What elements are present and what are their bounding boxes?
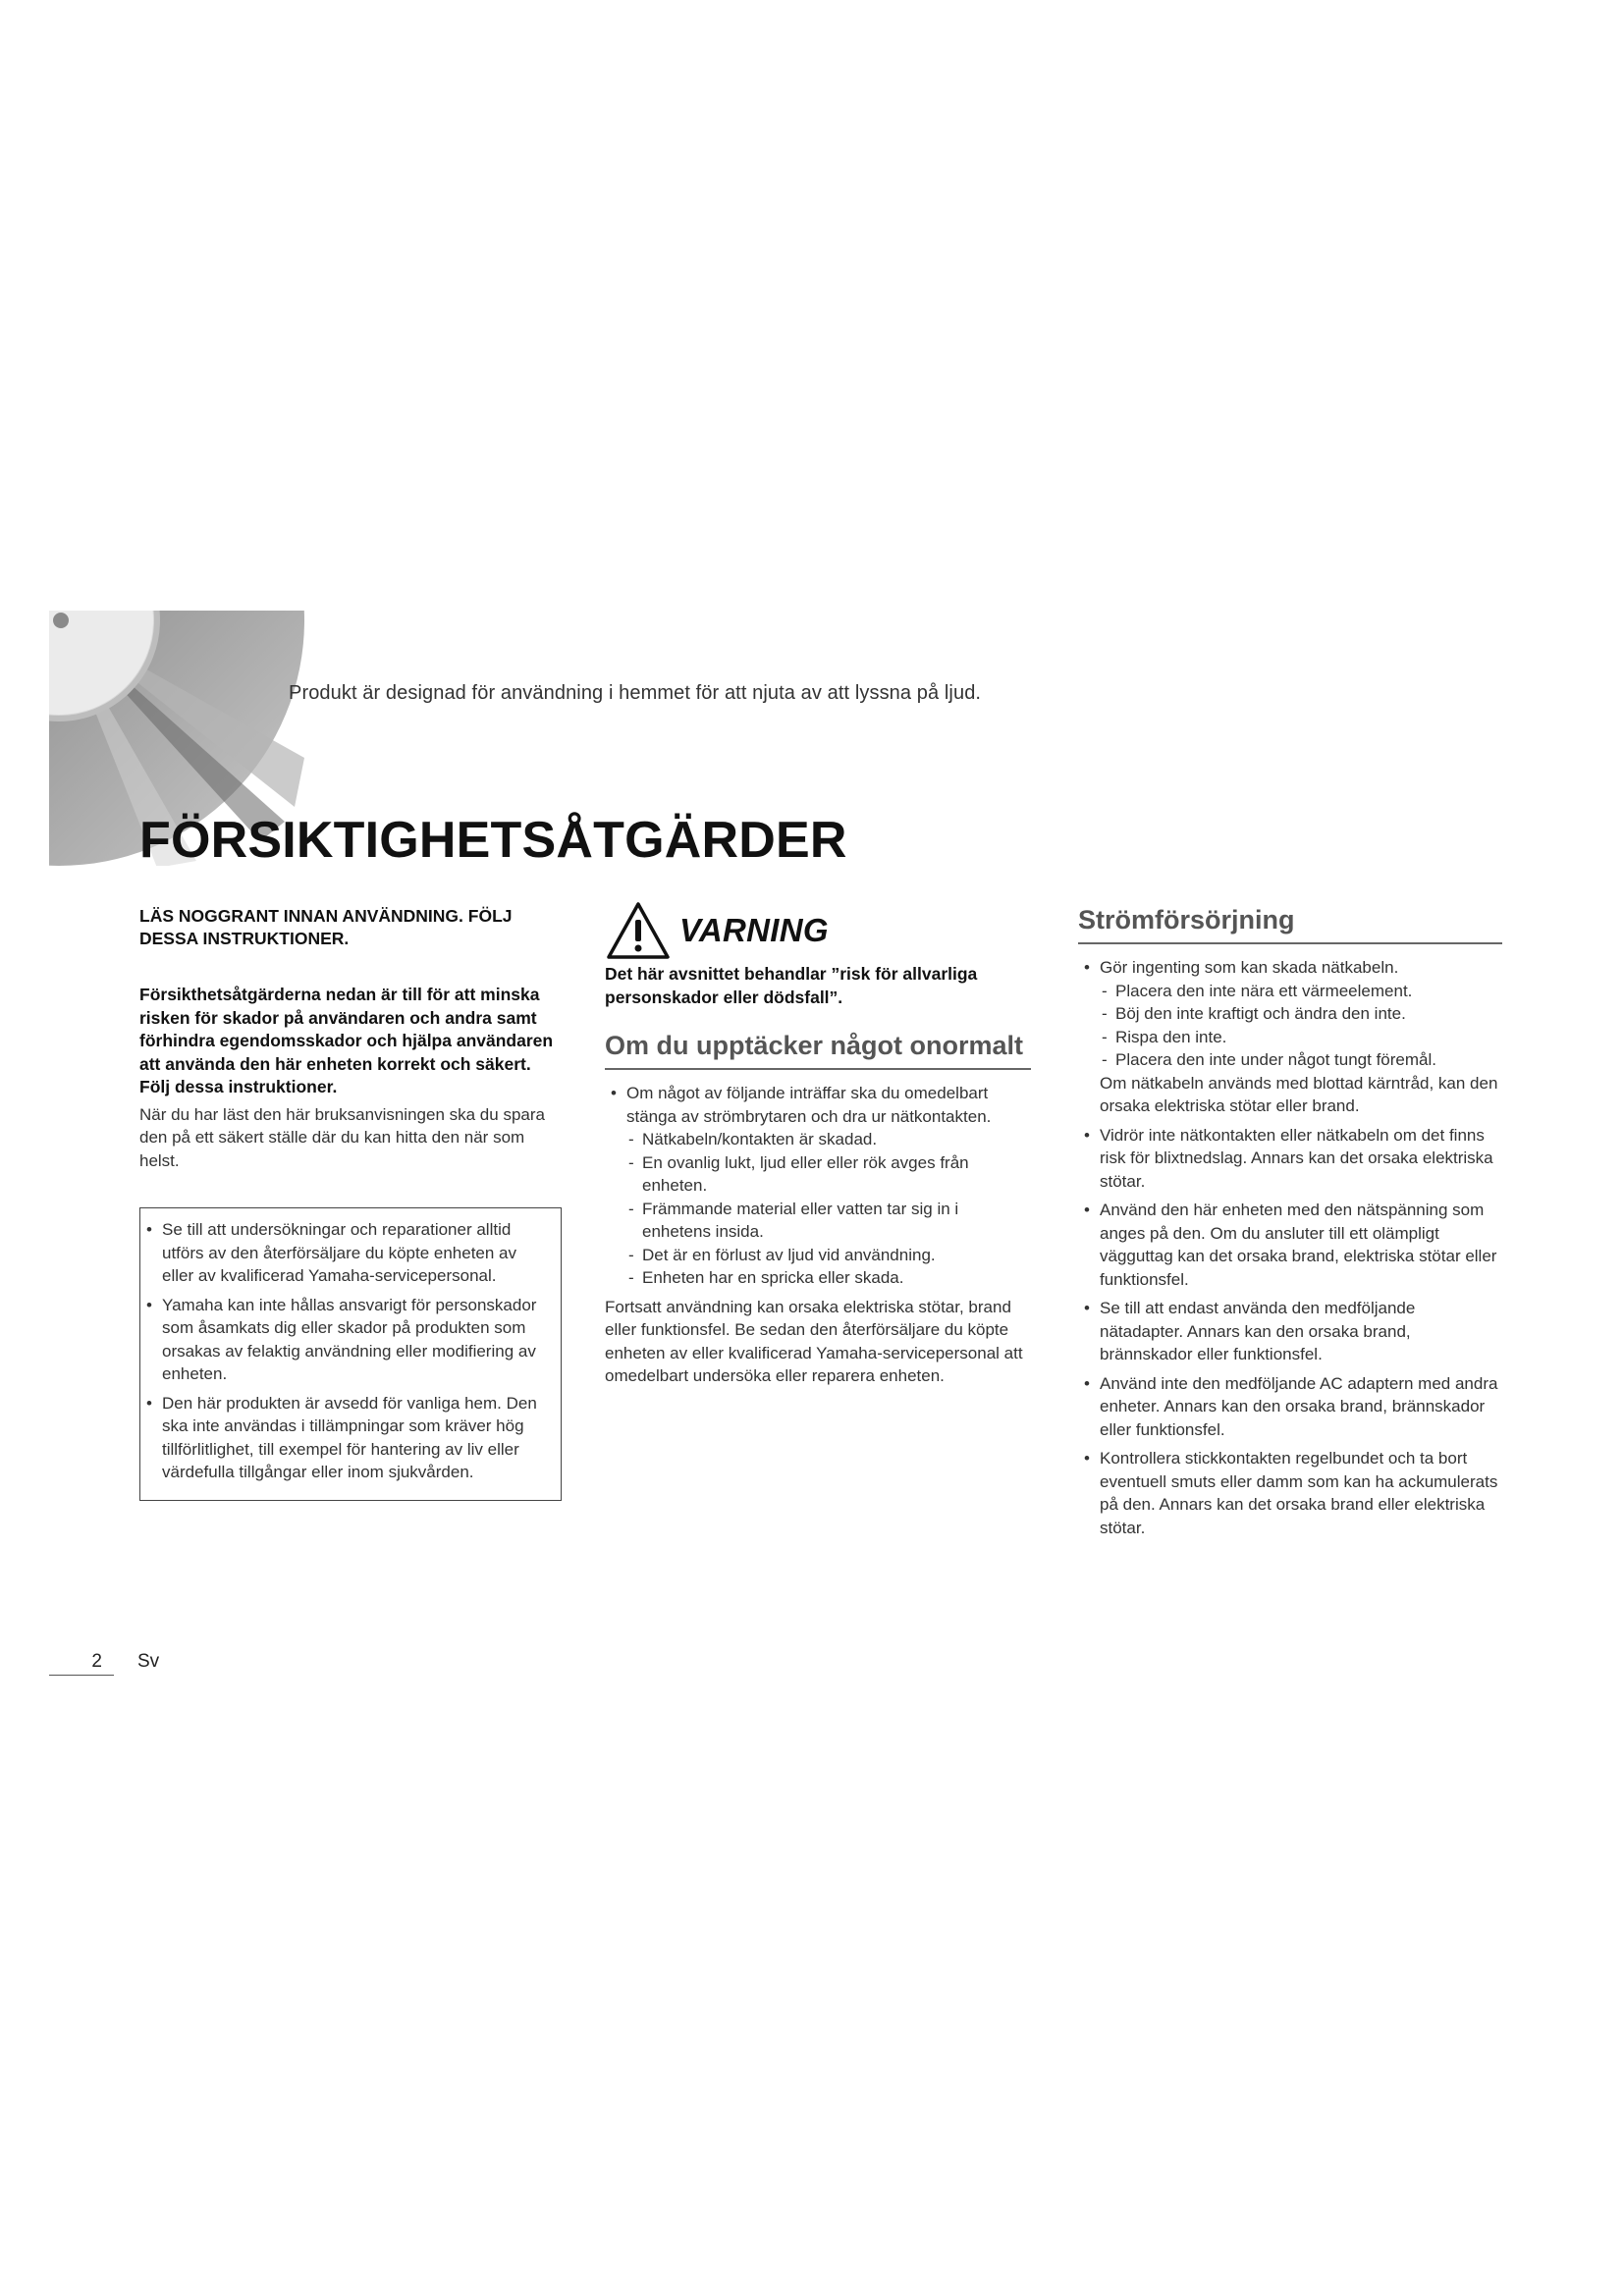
list-item: • Använd inte den medföljande AC adaptern med andra enheter. Annars kan den orsaka brand, brännskador eller funktionsfel. [1078,1372,1502,1442]
warning-label: VARNING [679,912,829,948]
column-warning [605,898,1031,1388]
list-item: • Använd den här enheten med den nätspänning som anges på den. Om du ansluter till ett olämpligt vägguttag kan det orsaka brand, elektriska stötar eller funktionsfel. [1078,1199,1502,1291]
sub-item: - Enheten har en spricka eller skada. [626,1266,1031,1290]
abnormal-outro: Fortsatt användning kan orsaka elektriska stötar, brand eller funktionsfel. Be sedan den återförsäljare du köpte enheten av eller kvalificerad Yamaha-servicepersonal att omedelbart undersöka eller reparera enheten. [605,1297,1023,1385]
list-item: • Kontrollera stickkontakten regelbundet och ta bort eventuell smuts eller damm som kan ha ackumulerats på den. Annars kan det orsaka brand eller elektriska stötar. [1078,1447,1502,1539]
list-item: • Se till att endast använda den medföljande nätadapter. Annars kan den orsaka brand, brännskador eller funktionsfel. [1078,1297,1502,1366]
intro-text: Produkt är designad för användning i hemmet för att njuta av att lyssna på ljud. [289,682,982,704]
sub-item: - Placera den inte nära ett värmeelement. [1100,980,1502,1003]
power-first-item: Gör ingenting som kan skada nätkabeln. [1100,958,1399,977]
power-list [1078,956,1502,1539]
precautions-intro: Försikthetsåtgärderna nedan är till för att minska risken för skador på användaren och andra samt förhindra egendomsskador och hjälpa användaren att använda den här enheten korrekt och säkert. Följ dessa instruktioner. [139,985,554,1096]
page-number: 2 [49,1651,114,1676]
sub-item: - Främmande material eller vatten tar sig in i enhetens insida. [626,1198,1031,1244]
sub-item: - Det är en förlust av ljud vid användning. [626,1244,1031,1267]
language-code: Sv [137,1651,160,1672]
power-sublist [1100,980,1502,1072]
notice-list [140,1218,549,1484]
warning-header [605,898,1031,963]
keep-manual-text: När du har läst den här bruksanvisningen ska du spara den på ett säkert ställe där du kan hitta den när som helst. [139,1104,545,1170]
abnormal-intro: Om något av följande inträffar ska du omedelbart stänga av strömbrytaren och dra ur nätkontakten. [626,1084,992,1126]
sub-item: - Böj den inte kraftigt och ändra den inte. [1100,1002,1502,1026]
sub-item: - Nätkabeln/kontakten är skadad. [626,1128,1031,1151]
abnormal-sublist [626,1128,1031,1290]
warning-triangle-icon [605,900,672,961]
page-footer [49,1651,159,1676]
list-item [1078,956,1502,1118]
column-general [139,905,562,1501]
notice-box [139,1207,562,1501]
section-heading-power: Strömförsörjning [1078,905,1502,944]
page-title: FÖRSIKTIGHETSÅTGÄRDER [139,812,847,869]
sub-item: - En ovanlig lukt, ljud eller eller rök avges från enheten. [626,1151,1031,1198]
read-notice: LÄS NOGGRANT INNAN ANVÄNDNING. FÖLJ DESSA INSTRUKTIONER. [139,906,513,948]
column-power [1078,905,1502,1545]
section-heading-abnormal: Om du upptäcker något onormalt [605,1031,1031,1070]
abnormal-list [605,1082,1031,1290]
sub-item: - Rispa den inte. [1100,1026,1502,1049]
list-item [605,1082,1031,1290]
list-item: • Se till att undersökningar och reparationer alltid utförs av den återförsäljare du köpte enheten av eller av kvalificerad Yamaha-servicepersonal. [140,1218,549,1288]
sub-item: - Placera den inte under något tungt föremål. [1100,1048,1502,1072]
power-first-outro: Om nätkabeln används med blottad kärntråd, kan den orsaka elektriska stötar eller brand. [1100,1073,1498,1115]
list-item: • Yamaha kan inte hållas ansvarigt för personskador som åsamkats dig eller skador på produkten som orsakas av felaktig användning eller modifiering av enheten. [140,1294,549,1386]
list-item: • Den här produkten är avsedd för vanliga hem. Den ska inte användas i tillämpningar som kräver hög tillförlitlighet, till exempel för hantering av liv eller värdefulla tillgångar eller inom sjukvården. [140,1392,549,1484]
list-item: • Vidrör inte nätkontakten eller nätkabeln om det finns risk för blixtnedslag. Annars kan det orsaka elektriska stötar. [1078,1124,1502,1194]
warning-description: Det här avsnittet behandlar ”risk för allvarliga personskador eller dödsfall”. [605,964,978,1007]
